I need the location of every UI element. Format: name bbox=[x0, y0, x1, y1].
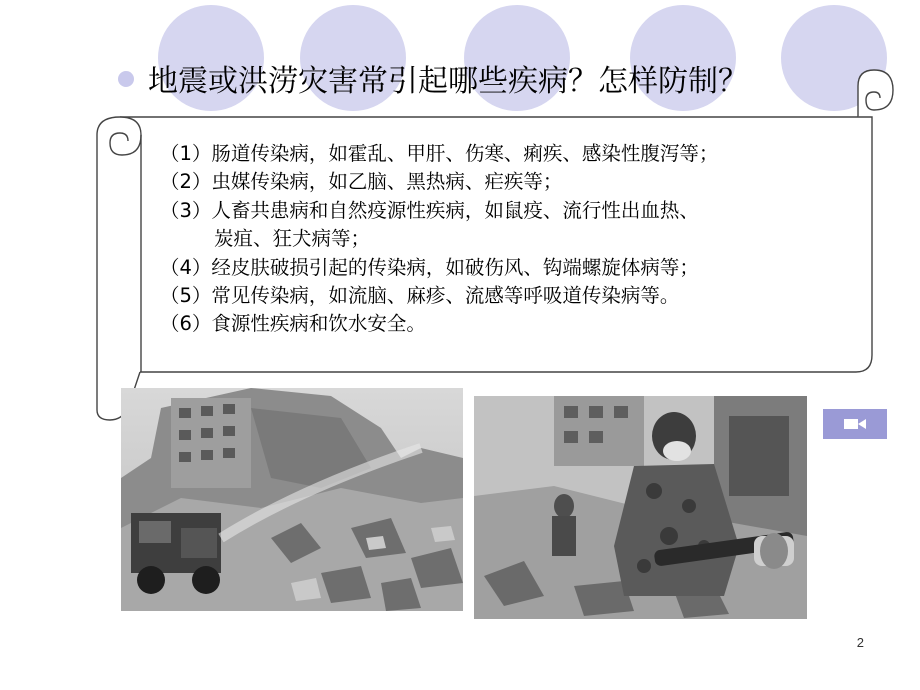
list-item: （4）经皮肤破损引起的传染病，如破伤风、钩端螺旋体病等； bbox=[160, 255, 699, 279]
list-item: （6）食源性疾病和饮水安全。 bbox=[160, 312, 426, 336]
list-item: （5）常见传染病，如流脑、麻疹、流感等呼吸道传染病等。 bbox=[160, 284, 680, 308]
disease-list bbox=[160, 140, 880, 339]
list-item: （1）肠道传染病，如霍乱、甲肝、伤寒、痢疾、感染性腹泻等； bbox=[160, 142, 719, 165]
list-item: （3）人畜共患病和自然疫源性疾病，如鼠疫、流行性出血热、 bbox=[160, 198, 699, 222]
page-number: 2 bbox=[856, 635, 864, 650]
list-item: （2）虫媒传染病，如乙脑、黑热病、疟疾等； bbox=[160, 170, 563, 194]
video-camera-icon bbox=[844, 418, 866, 430]
earthquake-rubble-photo bbox=[121, 388, 463, 611]
list-item-continuation: 炭疽、狂犬病等； bbox=[214, 227, 371, 251]
slide-title: 地震或洪涝灾害常引起哪些疾病？怎样防制？ bbox=[148, 64, 748, 99]
disinfection-soldier-photo bbox=[474, 396, 807, 619]
video-button[interactable] bbox=[823, 409, 887, 439]
